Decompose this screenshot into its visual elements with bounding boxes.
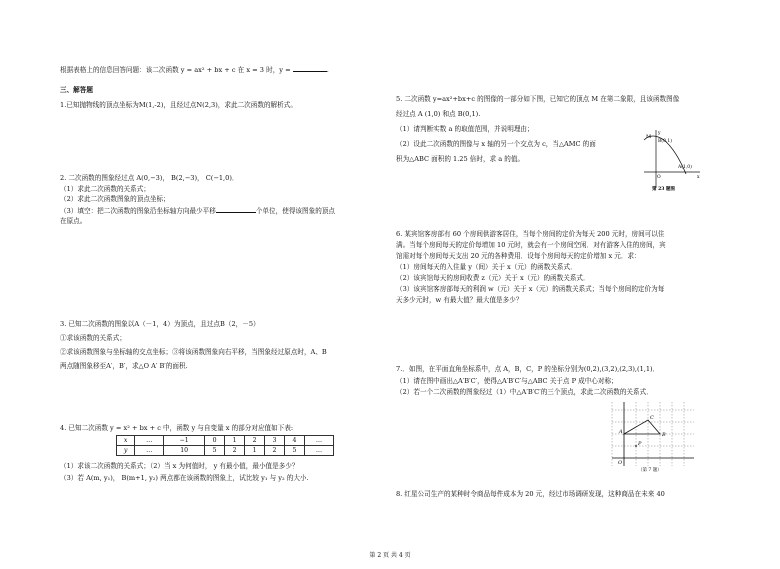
question-6-line-7: 天多少元时，w 有最大值？最大值是多少？: [396, 296, 523, 304]
question-6-line-5: （2）该宾馆每天的房间收费 z（元）关于 x（元）的函数关系式．: [396, 274, 590, 282]
table-cell: 1: [245, 446, 265, 456]
label-p: P: [638, 441, 642, 447]
table-row: [117, 436, 334, 446]
table-cell: 5: [284, 446, 304, 456]
figure-caption: （第 7 题）: [638, 468, 662, 472]
label-y: y: [658, 131, 661, 136]
page-footer: 第 2 页 共 4 页: [369, 552, 411, 559]
answer-blank: [293, 65, 327, 72]
question-3-head: 3. 已知二次函数的图象以A（－1，4）为顶点，且过点B（2，－5）: [60, 320, 260, 328]
question-6-line-3: 馆需对每个房间每天支出 20 元的各种费用．设每个房间每天的定价增加 x 元．求：: [396, 252, 641, 260]
question-5-line-1: 5. 二次函数 y=ax²+bx+c 的图像的一部分如下图，已知它的顶点 M 在第二象限，且该函数图像: [396, 95, 680, 103]
label-m: M: [646, 134, 652, 140]
table-cell: 5: [205, 446, 225, 456]
table-cell: −1: [164, 436, 205, 446]
question-2-item-3: [60, 206, 335, 216]
label-b: B(0,1): [658, 139, 672, 144]
table-row: [117, 446, 334, 456]
question-5-line-3: （1）请判断实数 a 的取值范围，并说明理由；: [396, 125, 534, 133]
table-cell: 2: [225, 446, 245, 456]
top-line-text: 根据表格上的信息回答问题：该二次函数 y = ax² + bx + c 在 x = 3 时，y =: [60, 66, 291, 74]
question-7-line-2: （1）请在图中画出△A′B′C′，使得△A′B′C′与△ABC 关于点 P 成中心对称；: [396, 377, 618, 385]
top-line-end: .: [326, 66, 329, 74]
point-p: [635, 445, 637, 447]
question-7-line-3: （2）若一个二次函数的图象经过（1）中△A′B′C′的三个顶点，求此二次函数的关系式．: [396, 388, 653, 396]
table-cell: 0: [205, 436, 225, 446]
label-b: B: [662, 432, 666, 438]
question-3-line-3: 两点随图象移至A′，B′，求△O A′ B′的面积.: [60, 362, 188, 370]
q2-item-3-text: （3）填空：把二次函数的图象沿坐标轴方向最少平移: [60, 207, 216, 215]
table-cell: 1: [225, 436, 245, 446]
label-a: A: [619, 429, 623, 435]
question-2-head: 2. 二次函数的图象经过点 A(0,−3)， B(2,−3)， C(−1,0)．: [60, 174, 239, 182]
table-cell: …: [304, 446, 333, 456]
grid-figure: [608, 400, 696, 472]
question-5-line-5: 积为△ABC 面积的 1.25 倍时，求 a 的值。: [396, 155, 525, 163]
answer-blank: [216, 206, 256, 213]
parabola-figure: [642, 128, 702, 192]
table-cell: 3: [265, 436, 285, 446]
figure-caption: 第 23 题图: [652, 187, 675, 192]
table-cell: 2: [245, 436, 265, 446]
section-heading: 三、解答题: [60, 86, 93, 94]
question-1: 1.已知抛物线的顶点坐标为M(1,-2)，且经过点N(2,3)，求此二次函数的解析式。: [60, 101, 297, 109]
question-6-line-4: （1）房间每天的入住量 y（间）关于 x（元）的函数关系式．: [396, 263, 577, 271]
question-2-item-2: （2）求此二次函数图象的顶点坐标；: [60, 195, 170, 203]
question-8-line-1: 8. 红星公司生产的某种时令商品每件成本为 20 元，经过市场调研发现，这种商品在未来 40: [396, 490, 665, 498]
label-a: A(1,0): [678, 165, 692, 170]
table-cell: …: [135, 436, 164, 446]
label-x: x: [697, 175, 700, 180]
q2-item-3-tail: 个单位，使得该图象的顶点: [255, 207, 335, 215]
question-5-line-4: （2）设此二次函数的图像与 x 轴的另一个交点为 c，当△AMC 的面: [396, 140, 596, 148]
question-3-line-1: ①求该函数的关系式；: [60, 334, 126, 342]
question-4-line-2: （3）若 A(m, y₁)， B(m+1, y₂) 两点都在该函数的图象上，试比较 y₁ 与 y₂ 的大小.: [60, 474, 309, 482]
table-cell: x: [117, 436, 135, 446]
table-cell: 2: [265, 446, 285, 456]
label-o: O: [657, 175, 661, 180]
question-6-line-2: 满。当每个房间每天的定价每增加 10 元时，就会有一个房间空闲．对有游客入住的房间，宾: [396, 241, 666, 249]
top-question-line: [60, 65, 329, 75]
question-7-line-1: 7.．如图，在平面直角坐标系中，点 A，B，C，P 的坐标分别为(0,2),(3,2),(2,3),(1,1)．: [396, 365, 660, 373]
table-cell: 4: [284, 436, 304, 446]
question-3-line-2: ②求该函数图象与坐标轴的交点坐标；③将该函数图象向右平移，当图象经过原点时，A、B: [60, 348, 327, 356]
label-o: O: [618, 460, 623, 466]
table-cell: 10: [164, 446, 205, 456]
table-cell: …: [304, 436, 333, 446]
table-cell: y: [117, 446, 135, 456]
value-table: [116, 435, 334, 456]
question-5-line-2: 经过点 A (1,0) 和点 B(0,1).: [396, 110, 481, 118]
question-6-line-6: （3）该宾馆客房部每天的利润 w（元）关于 x（元）的函数关系式；当每个房间的定价为每: [396, 285, 665, 293]
question-4-head: 4. 已知二次函数 y = x² + bx + c 中，函数 y 与自变量 x 的部分对应值如下表:: [60, 424, 294, 432]
question-6-line-1: 6. 某宾馆客房部有 60 个房间供游客居住，当每个房间的定价为每天 200 元时，房间可以住: [396, 230, 665, 238]
question-2-tail: 在原点。: [60, 217, 87, 225]
question-2-item-1: （1）求此二次函数的关系式；: [60, 185, 150, 193]
question-4-line-1: （1）求该二次函数的关系式；（2）当 x 为何值时， y 有最小值，最小值是多少？: [60, 462, 299, 470]
label-c: C: [650, 415, 654, 421]
table-cell: …: [135, 446, 164, 456]
